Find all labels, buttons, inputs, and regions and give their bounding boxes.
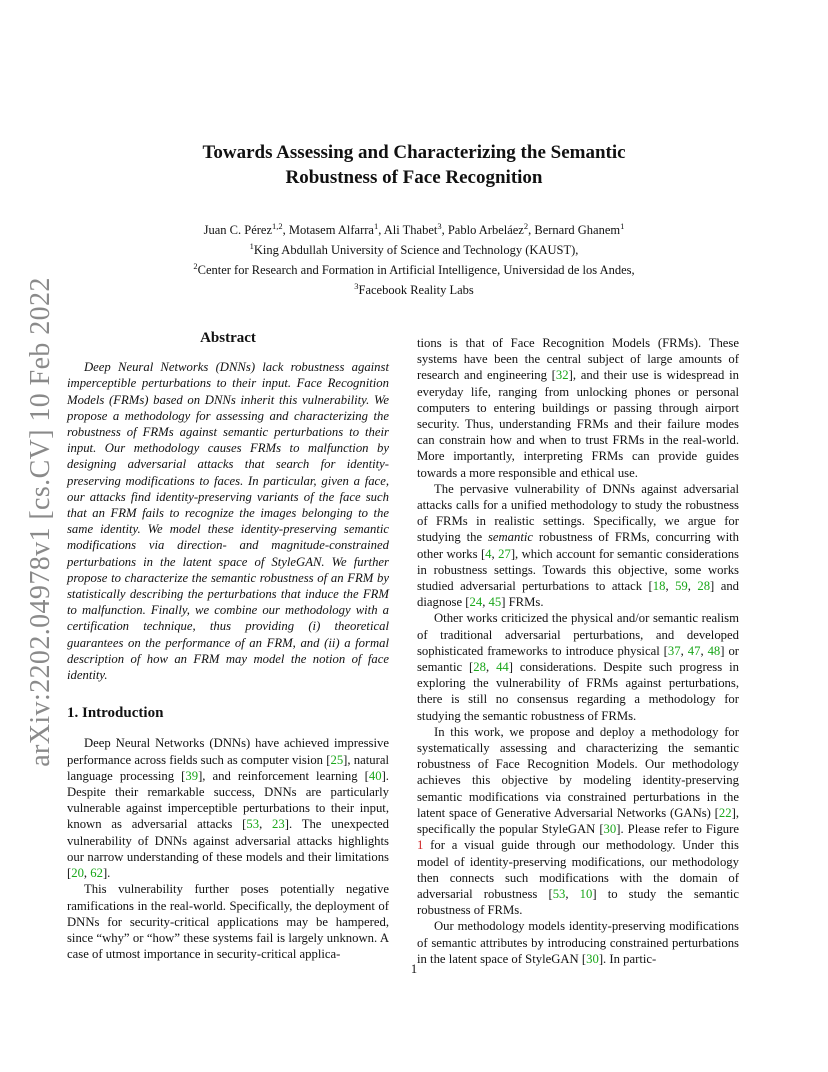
author-list: Juan C. Pérez$^{1,2}$, Motasem Alfarra$^1$, Ali Thabet$^3$, Pablo Arbeláez$^2$, Bernard Ghanem$^1$ <box>203 220 625 237</box>
title-line-2: Robustness of Face Recognition <box>285 167 543 188</box>
affiliation-1: $^1$King Abdullah University of Science and Technology (KAUST), <box>249 240 579 257</box>
citation-link[interactable]: 62 <box>90 866 103 881</box>
intro-paragraph-5: Other works criticized the physical and/or semantic realism of traditional adversarial perturbations, and developed sophisticated frameworks to introduce physical [37, 47, 48] or semantic [28, 44] considerations. Despite such progress in exploring the vulnerability of FRMs against perturbations, there is still no consensus regarding a methodology for studying the semantic robustness of FRMs. <box>417 611 740 723</box>
citation-link[interactable]: 24 <box>469 595 483 610</box>
citation-link[interactable]: 23 <box>272 817 285 832</box>
intro-paragraph-7: Our methodology models identity-preserving modifications of semantic attributes by introducing constrained perturbations in the latent space of StyleGAN [30]. In partic- <box>417 919 739 966</box>
intro-paragraph-1: Deep Neural Networks (DNNs) have achieved impressive performance across fields such as computer vision [25], natural language processing [39], and reinforcement learning [40]. Despite their remarkable success, DNNs are particularly vulnerable against imperceptible perturbations to their input, known as adversarial attacks [53, 23]. The unexpected vulnerability of DNNs against adversarial attacks highlights our narrow understanding of these models and their limitations [20, 62]. <box>67 736 389 881</box>
citation-link[interactable]: 30 <box>603 822 617 837</box>
citation-link[interactable]: 10 <box>579 886 593 901</box>
section-heading-introduction: 1. Introduction <box>67 705 164 722</box>
citation-link[interactable]: 4 <box>485 546 492 561</box>
author-block <box>90 220 738 300</box>
author-affiliation-mark: 3 <box>437 220 442 231</box>
intro-paragraph-3: tions is that of Face Recognition Models (FRMs). These systems have been the central subject of large amounts of research and engineering [32], and their use is widespread in everyday life, ranging from unlocking phones or personal computers to entering buildings or passing through airport security. Thus, understanding FRMs and their failure modes can constrain how and when to trust FRMs in the real-world. More importantly, interpreting FRMs can provide guides towards a more responsible and ethical use. <box>417 336 739 480</box>
citation-link[interactable]: 53 <box>552 886 566 901</box>
abstract-text: Deep Neural Networks (DNNs) lack robustness against imperceptible perturbations to their input. Face Recognition Models (FRMs) based on DNNs inherit this vulnerability. We propose a methodology for assessing and characterizing the robustness of FRMs against semantic perturbations to their input. Our methodology causes FRMs to malfunction by designing adversarial attacks that search for identity-preserving modifications to faces. In particular, given a face, our attacks find identity-preserving variants of the face such that an FRM fails to recognize the images belonging to the same identity. We model these identity-preserving semantic modifications via direction- and magnitude-constrained perturbations in the latent space of StyleGAN. We further propose to characterize the semantic robustness of an FRM by statistically describing the perturbations that induce the FRM to malfunction. Finally, we combine our methodology with a certification technique, thus providing (i) theoretical guarantees on the performance of an FRM, and (ii) a formal description of how an FRM may model the notion of face identity. <box>67 360 389 683</box>
citation-link[interactable]: 48 <box>707 643 721 658</box>
citation-link[interactable]: 32 <box>555 368 569 383</box>
arxiv-identifier <box>25 277 56 767</box>
intro-paragraph-2: This vulnerability further poses potentially negative ramifications in the real-world. Specifically, the deployment of DNNs for security-critical applications may be hampered, since “why” or “how” these systems fail is largely unknown. A case of utmost importance in security-critical applica- <box>67 882 389 962</box>
citation-link[interactable]: 22 <box>718 805 732 820</box>
figure-reference-link[interactable]: 1 <box>417 838 424 853</box>
affiliation-2: $^2$Center for Research and Formation in Artificial Intelligence, Universidad de los Andes, <box>193 260 635 277</box>
citation-link[interactable]: 37 <box>667 643 681 658</box>
citation-link[interactable]: 25 <box>330 752 344 767</box>
author-name: Motasem Alfarra <box>288 223 374 237</box>
citation-link[interactable]: 28 <box>697 579 711 594</box>
arxiv-identifier-text: arXiv:2202.04978v1 [cs.CV] 10 Feb 2022 <box>25 277 56 767</box>
abstract-heading: Abstract <box>200 330 256 346</box>
citation-link[interactable]: 47 <box>687 643 701 658</box>
right-column <box>417 335 739 967</box>
citation-link[interactable]: 28 <box>473 660 486 675</box>
citation-link[interactable]: 59 <box>675 579 688 594</box>
paper-title <box>100 140 728 190</box>
author-affiliation-mark: 2 <box>523 220 529 231</box>
citation-link[interactable]: 44 <box>496 660 509 675</box>
author-name: Ali Thabet <box>383 223 438 237</box>
author-name: Pablo Arbeláez <box>447 223 524 237</box>
citation-link[interactable]: 45 <box>488 595 502 610</box>
intro-paragraph-6: In this work, we propose and deploy a methodology for systematically assessing and characterizing the semantic robustness of Face Recognition Models. Our methodology achieves this objective by modeling identity-preserving semantic modifications via constrained perturbations in the latent space of Generative Adversarial Networks (GANs) [22], specifically the popular StyleGAN [30]. Please refer to Figure 1 for a visual guide through our methodology. Under this model of identity-preserving modifications, our methodology then connects such modifications with the domain of adversarial robustness [53, 10] to study the semantic robustness of FRMs. <box>417 724 740 918</box>
citation-link[interactable]: 20 <box>71 866 84 881</box>
author-affiliation-mark: 1 <box>620 220 625 231</box>
citation-link[interactable]: 40 <box>368 768 382 783</box>
affiliation-3: $^3$Facebook Reality Labs <box>354 280 474 297</box>
citation-link[interactable]: 18 <box>652 579 666 594</box>
author-affiliation-mark: 1,2 <box>272 220 283 231</box>
citation-link[interactable]: 30 <box>586 951 599 966</box>
citation-link[interactable]: 53 <box>246 817 260 832</box>
author-name: Bernard Ghanem <box>534 223 621 237</box>
intro-paragraph-4: The pervasive vulnerability of DNNs against adversarial attacks calls for a unified methodology to study the robustness of FRMs in realistic settings. Specifically, we argue for studying the semantic robustness of FRMs, concurring with other works [4, 27], which account for semantic considerations in robustness settings. Towards this objective, some works studied adversarial perturbations to attack [18, 59, 28] and diagnose [24, 45] FRMs. <box>417 481 740 610</box>
page-number: 1 <box>410 962 418 976</box>
author-affiliation-mark: 1 <box>373 220 379 231</box>
citation-link[interactable]: 27 <box>498 546 511 561</box>
left-column <box>67 330 389 962</box>
citation-link[interactable]: 39 <box>185 768 199 783</box>
author-name: Juan C. Pérez <box>203 223 273 237</box>
title-line-1: Towards Assessing and Characterizing the Semantic <box>202 142 626 163</box>
